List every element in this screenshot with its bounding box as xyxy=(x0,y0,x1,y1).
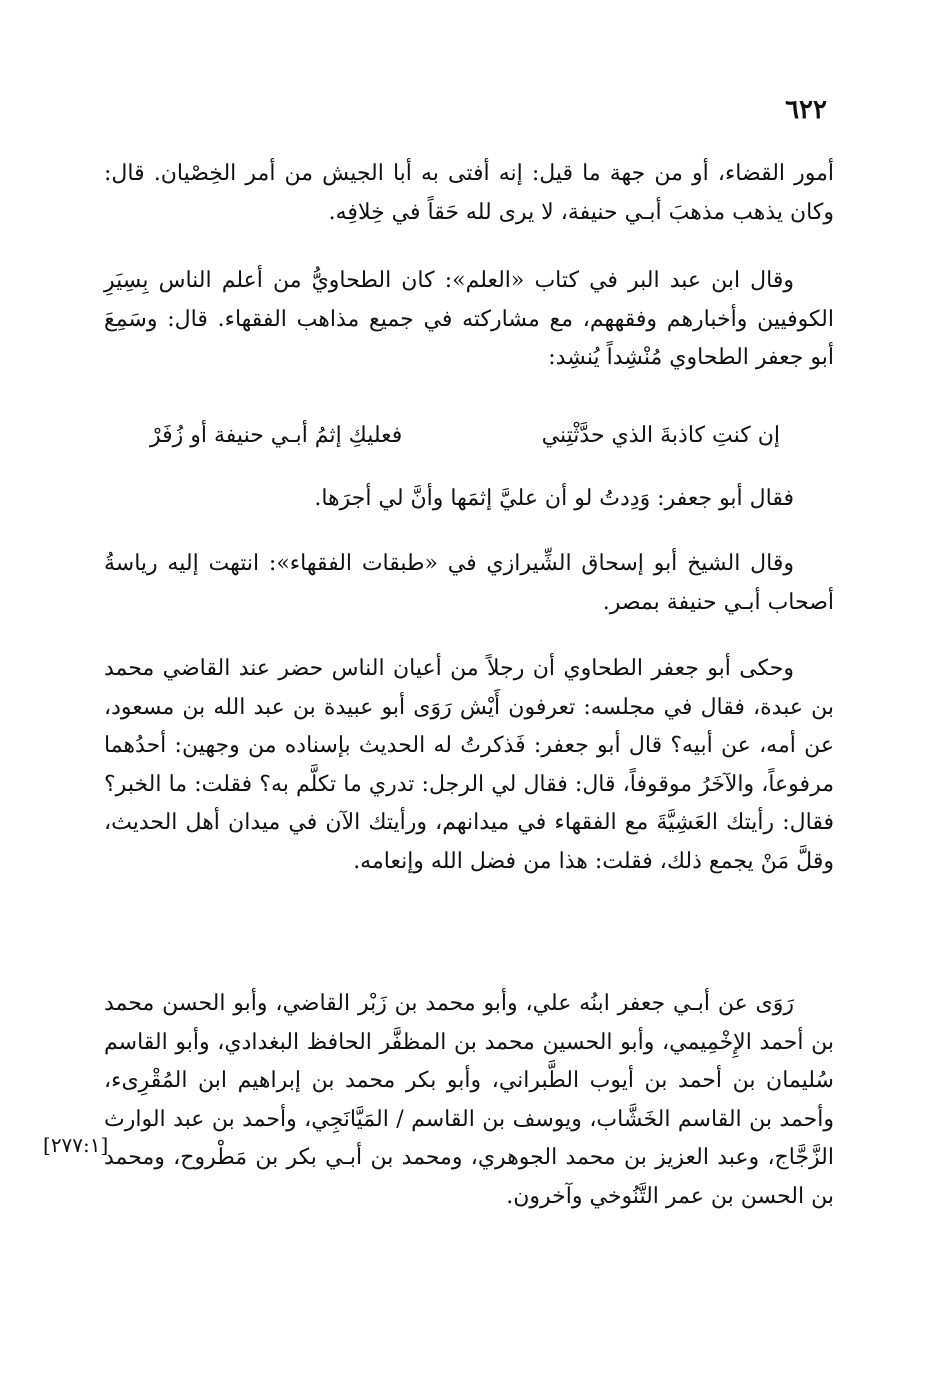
paragraph-text: أمور القضاء، أو من جهة ما قيل: إنه أفتى به أبا الجيش من أمر الخِصْيان. قال: وكان يذهب مذهبَ أبـي حنيفة، لا يرى لله حَقاً في خِلافِه. xyxy=(104,161,834,225)
paragraph-3 xyxy=(104,480,834,519)
paragraph-4 xyxy=(104,545,834,622)
page-number: ٦٢٢ xyxy=(785,95,827,125)
verse-hemistich-2: فعليكِ إثمُ أبـي حنيفة أو زُفَرْ xyxy=(150,423,403,448)
paragraph-2 xyxy=(104,262,834,378)
paragraph-text: وقال الشيخ أبو إسحاق الشِّيرازي في «طبقات الفقهاء»: انتهت إليه رياسةُ أصحاب أبـي حنيفة بمصر. xyxy=(104,551,834,615)
paragraph-text: رَوَى عن أبـي جعفر ابنُه علي، وأبو محمد بن زَبْر القاضي، وأبو الحسن محمد بن أحمد الإِخْمِيمي، وأبو الحسين محمد بن المظفَّر الحافظ البغدادي، وأبو القاسم سُليمان بن أحمد بن أيوب الطَّبراني، وأبو بكر محمد بن إبراهيم ابن المُقْرِىء، وأحمد بن القاسم الخَشَّاب، ويوسف بن القاسم / المَيَّانَجِي، وأحمد بن عبد الوارث الزَّجَّاج، وعبد العزيز بن محمد الجوهري، ومحمد بن أبـي بكر بن مَطْروح، ومحمد بن الحسن بن عمر التَّنُوخي وآخرون. xyxy=(104,991,834,1209)
paragraph-text: وقال ابن عبد البر في كتاب «العلم»: كان الطحاويُّ من أعلم الناس بِسِيَرِ الكوفيين وأخبارهم وفقههم، مع مشاركته في جميع مذاهب الفقهاء. قال: وسَمِعَ أبو جعفر الطحاوي مُنْشِداً يُنشِد: xyxy=(104,268,834,370)
paragraph-1 xyxy=(104,155,834,232)
paragraph-6 xyxy=(104,985,834,1216)
poetry-verse xyxy=(150,417,780,455)
paragraph-text: وحكى أبو جعفر الطحاوي أن رجلاً من أعيان الناس حضر عند القاضي محمد بن عبدة، فقال في مجلسه: تعرفون أَيْش رَوَى أبو عبيدة بن عبد الله بن مسعود، عن أمه، عن أبيه؟ قال أبو جعفر: فَذكرتُ له الحديث بإسناده من وجهين: أحدُهما مرفوعاً، والآخَرُ موقوفاً، قال: فقال لي الرجل: تدري ما تكلَّم به؟ فقلت: ما الخبر؟ فقال: رأيتك العَشِيَّةَ مع الفقهاء في ميدانهم، ورأيتك الآن في ميدان أهل الحديث، وقلَّ مَنْ يجمع ذلك، فقلت: هذا من فضل الله وإنعامه. xyxy=(104,656,834,874)
paragraph-text: فقال أبو جعفر: وَدِدتُ لو أن عليَّ إثمَها وأنَّ لي أجرَها. xyxy=(314,486,794,511)
verse-hemistich-1: إن كنتِ كاذبةَ الذي حدَّثْتِني xyxy=(541,423,780,448)
margin-reference: [٢٧٧:١] xyxy=(43,1133,109,1157)
paragraph-5 xyxy=(104,650,834,881)
